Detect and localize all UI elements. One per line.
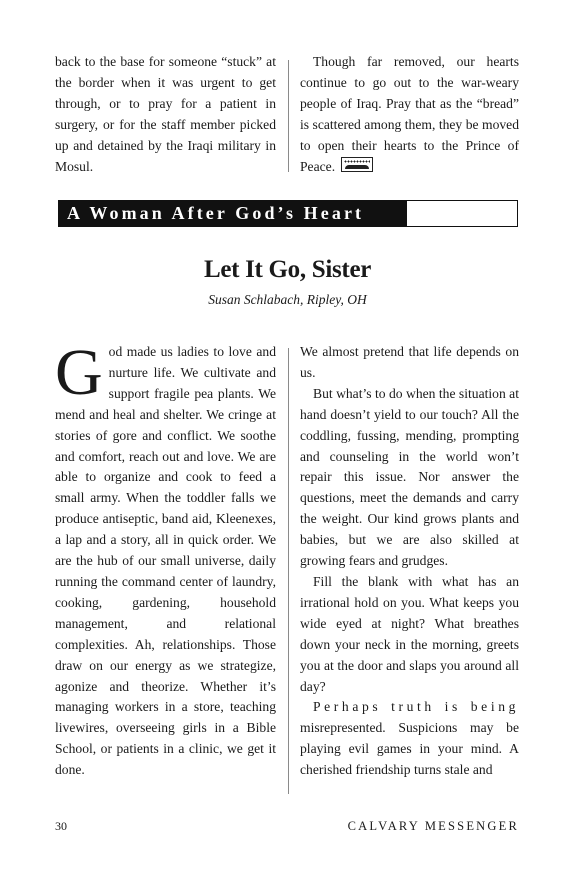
article-byline: Susan Schlabach, Ripley, OH	[208, 292, 367, 307]
article-paragraph-1-text: od made us ladies to love and nurture life. We cultivate and support fragile pea plants. We mend and heal and shelter. We cringe at stories of gore and conflict. We soothe and comfort, reach out and love. We are able to organize and cook to feed a small army. When the toddler falls we produce antiseptic, band aid, Kleenexes, a lap and a story, all in quick order. We are the hub of our small universe, daily running the command center of laundry, cooking, gardening, household management, and relational complexities. Ah, relationships. Those draw on our energy as we strategize, agonize and theorize. Whether it’s managing workers in a store, teaching livewires, overseeing girls in a Bible School, or patients in a clinic, we get it done.	[55, 344, 276, 778]
article-column-right	[300, 342, 519, 781]
column-divider-top	[288, 60, 289, 172]
article-paragraph-5	[300, 697, 519, 781]
article-title: Let It Go, Sister	[203, 256, 372, 283]
article-paragraph-2: We almost pretend that life depends on us.	[300, 344, 519, 380]
article-paragraph-4: Fill the blank with what has an irrational hold on you. What keeps you wide eyed at night? What breathes down your neck in the morning, greets you at the door and slaps you around all day?	[300, 573, 519, 694]
column-divider-main	[288, 348, 289, 794]
continued-paragraph-left: back to the base for someone “stuck” at the border when it was urgent to get through, or to pray for a patient in surgery, or for the staff member picked up and detained by the Iraqi military in Mosul.	[55, 54, 276, 174]
continued-text-right	[300, 52, 519, 177]
article-paragraph-1	[55, 336, 276, 781]
continued-paragraph-right	[300, 52, 519, 177]
article-paragraph-3: But what’s to do when the situation at hand doesn’t yield to our touch? All the coddling, fussing, mending, prompting and counseling in the world won’t repair this issue. Nor answer the questions, meet the demands and carry the weight. Our kind grows plants and babies, but we are also skilled at growing fears and grudges.	[300, 385, 519, 569]
magazine-name: CALVARY MESSENGER	[347, 819, 519, 833]
article-end-ornament-icon	[341, 157, 373, 172]
article-column-left	[55, 336, 276, 781]
drop-cap: G	[55, 336, 103, 409]
article-paragraph-5-line-1: Perhaps truth is being	[313, 699, 519, 715]
section-banner	[58, 200, 518, 227]
continued-paragraph-right-text: Though far removed, our hearts continue to go out to the war-weary people of Iraq. Pray that as the “bread” is scattered among them, they be moved to open their hearts to the Prince of Peace.	[300, 54, 519, 174]
continued-text-left	[55, 52, 276, 177]
page-number: 30	[55, 819, 67, 833]
section-banner-title: A Woman After God’s Heart	[59, 201, 407, 226]
article-paragraph-5-rest: misrepresented. Suspicions may be playing evil games in your mind. A cherished friendship turns stale and	[300, 720, 519, 778]
